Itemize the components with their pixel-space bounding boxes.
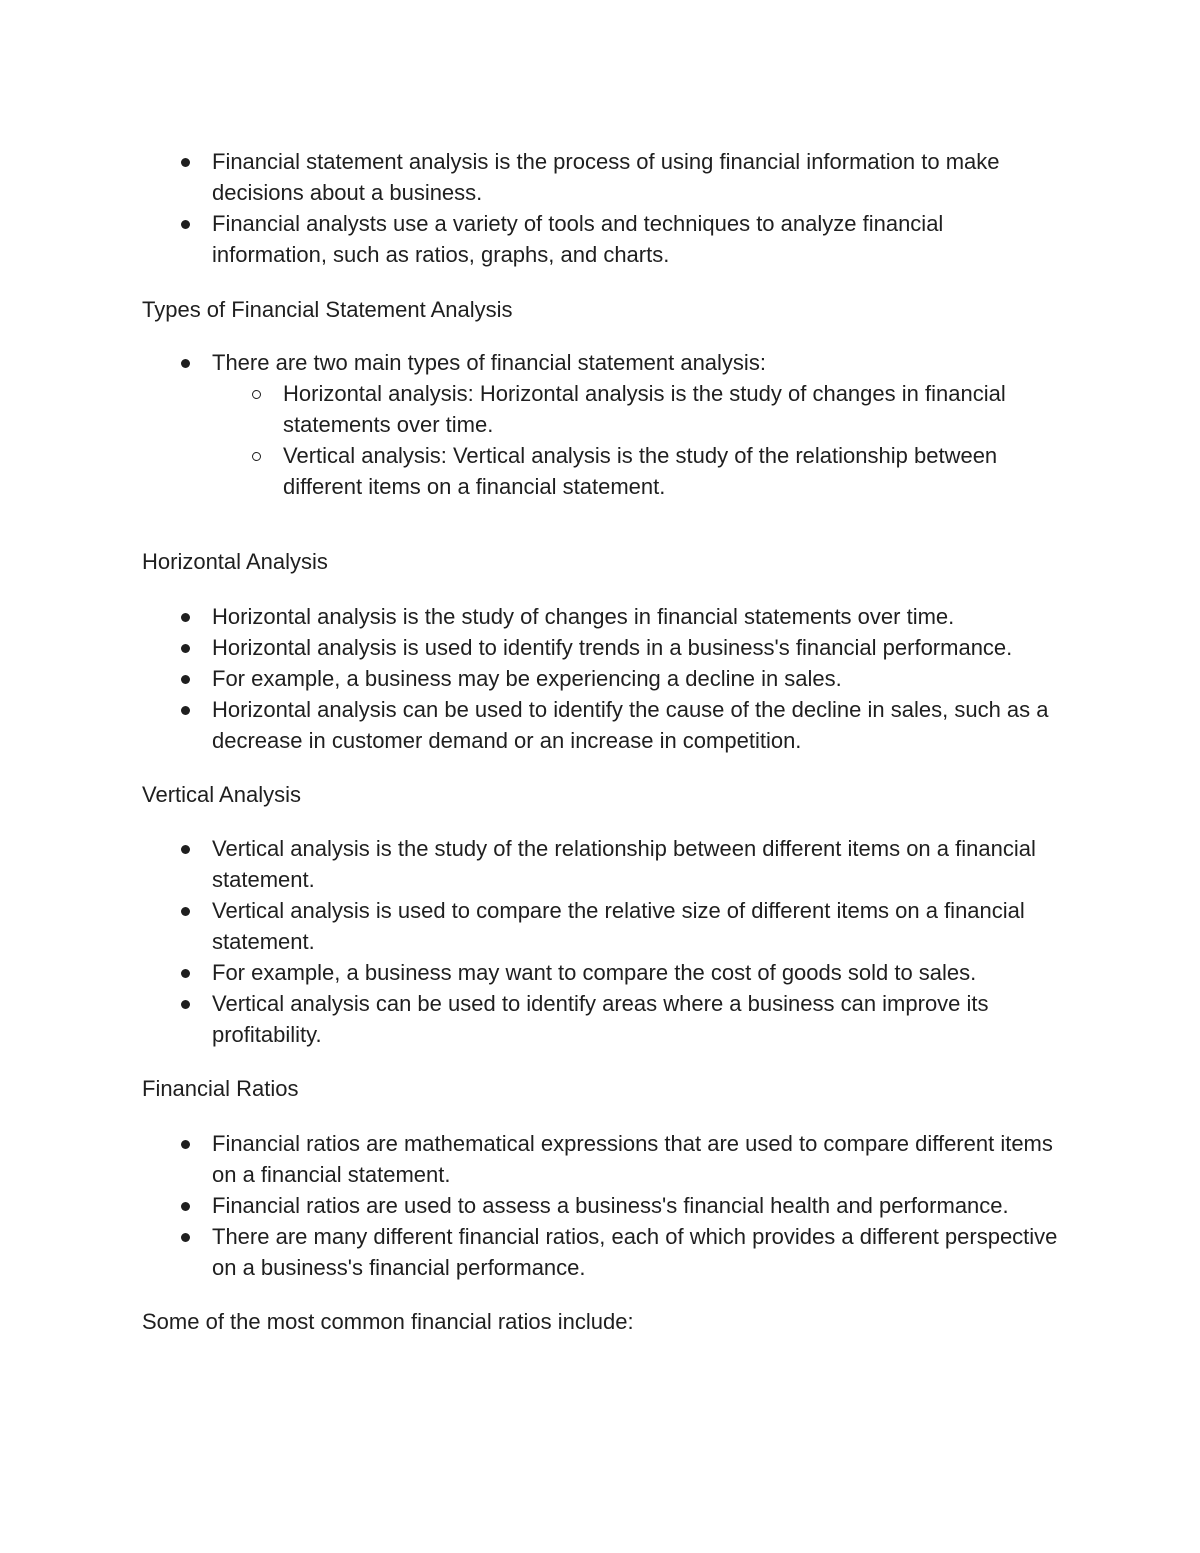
list-item-text: Financial ratios are used to assess a business's financial health and performance. xyxy=(212,1193,1009,1218)
vertical-list xyxy=(142,833,1062,1050)
bullet-dot-icon xyxy=(181,907,190,916)
list-item-text: Vertical analysis is used to compare the relative size of different items on a financial statement. xyxy=(212,898,1025,954)
bullet-circle-icon xyxy=(252,452,261,461)
list-item-text: Horizontal analysis is the study of changes in financial statements over time. xyxy=(212,604,955,629)
section-heading-horizontal: Horizontal Analysis xyxy=(142,549,328,574)
intro-list xyxy=(142,146,1062,270)
list-item-text: There are two main types of financial statement analysis: xyxy=(212,350,766,375)
list-item-text: For example, a business may want to compare the cost of goods sold to sales. xyxy=(212,960,977,985)
horizontal-list xyxy=(142,601,1062,756)
list-item xyxy=(212,663,1062,694)
bullet-dot-icon xyxy=(181,706,190,715)
bullet-dot-icon xyxy=(181,1202,190,1211)
list-item xyxy=(212,208,1062,270)
list-item-text: Financial statement analysis is the process of using financial information to make decisions about a business. xyxy=(212,149,1000,205)
list-item-text: Vertical analysis can be used to identify areas where a business can improve its profitability. xyxy=(212,991,989,1047)
list-item-text: Financial ratios are mathematical expressions that are used to compare different items on a financial statement. xyxy=(212,1131,1053,1187)
list-item-text: Horizontal analysis can be used to identify the cause of the decline in sales, such as a decrease in customer demand or an increase in competition. xyxy=(212,697,1049,753)
bullet-dot-icon xyxy=(181,845,190,854)
list-item xyxy=(212,988,1062,1050)
list-item-text: For example, a business may be experiencing a decline in sales. xyxy=(212,666,842,691)
bullet-circle-icon xyxy=(252,390,261,399)
bullet-dot-icon xyxy=(181,613,190,622)
list-item xyxy=(212,895,1062,957)
sub-list-item xyxy=(283,378,1062,440)
bullet-dot-icon xyxy=(181,644,190,653)
bullet-dot-icon xyxy=(181,1233,190,1242)
list-item xyxy=(212,694,1062,756)
list-item xyxy=(212,601,1062,632)
list-item xyxy=(212,1221,1062,1283)
bullet-dot-icon xyxy=(181,359,190,368)
list-item-text: There are many different financial ratios, each of which provides a different perspective on a business's financial performance. xyxy=(212,1224,1058,1280)
list-item-text: Financial analysts use a variety of tools and techniques to analyze financial information, such as ratios, graphs, and charts. xyxy=(212,211,944,267)
list-item xyxy=(212,1128,1062,1190)
sub-list-item xyxy=(283,440,1062,502)
bullet-dot-icon xyxy=(181,675,190,684)
bullet-dot-icon xyxy=(181,1140,190,1149)
section-heading-vertical: Vertical Analysis xyxy=(142,782,301,807)
ratios-list xyxy=(142,1128,1062,1283)
types-sub-list xyxy=(212,378,1062,502)
section-heading-types: Types of Financial Statement Analysis xyxy=(142,297,513,322)
list-item xyxy=(212,632,1062,663)
types-list xyxy=(142,347,1062,502)
sub-list-item-text: Horizontal analysis: Horizontal analysis is the study of changes in financial statements over time. xyxy=(283,381,1006,437)
closing-line: Some of the most common financial ratios include: xyxy=(142,1309,634,1334)
bullet-dot-icon xyxy=(181,1000,190,1009)
list-item xyxy=(212,347,1062,502)
document-content xyxy=(142,146,1062,1337)
section-heading-ratios: Financial Ratios xyxy=(142,1076,299,1101)
list-item xyxy=(212,833,1062,895)
list-item-text: Vertical analysis is the study of the relationship between different items on a financial statement. xyxy=(212,836,1036,892)
bullet-dot-icon xyxy=(181,220,190,229)
list-item xyxy=(212,957,1062,988)
list-item-text: Horizontal analysis is used to identify trends in a business's financial performance. xyxy=(212,635,1013,660)
bullet-dot-icon xyxy=(181,158,190,167)
list-item xyxy=(212,146,1062,208)
bullet-dot-icon xyxy=(181,969,190,978)
sub-list-item-text: Vertical analysis: Vertical analysis is the study of the relationship between different items on a financial statement. xyxy=(283,443,998,499)
list-item xyxy=(212,1190,1062,1221)
